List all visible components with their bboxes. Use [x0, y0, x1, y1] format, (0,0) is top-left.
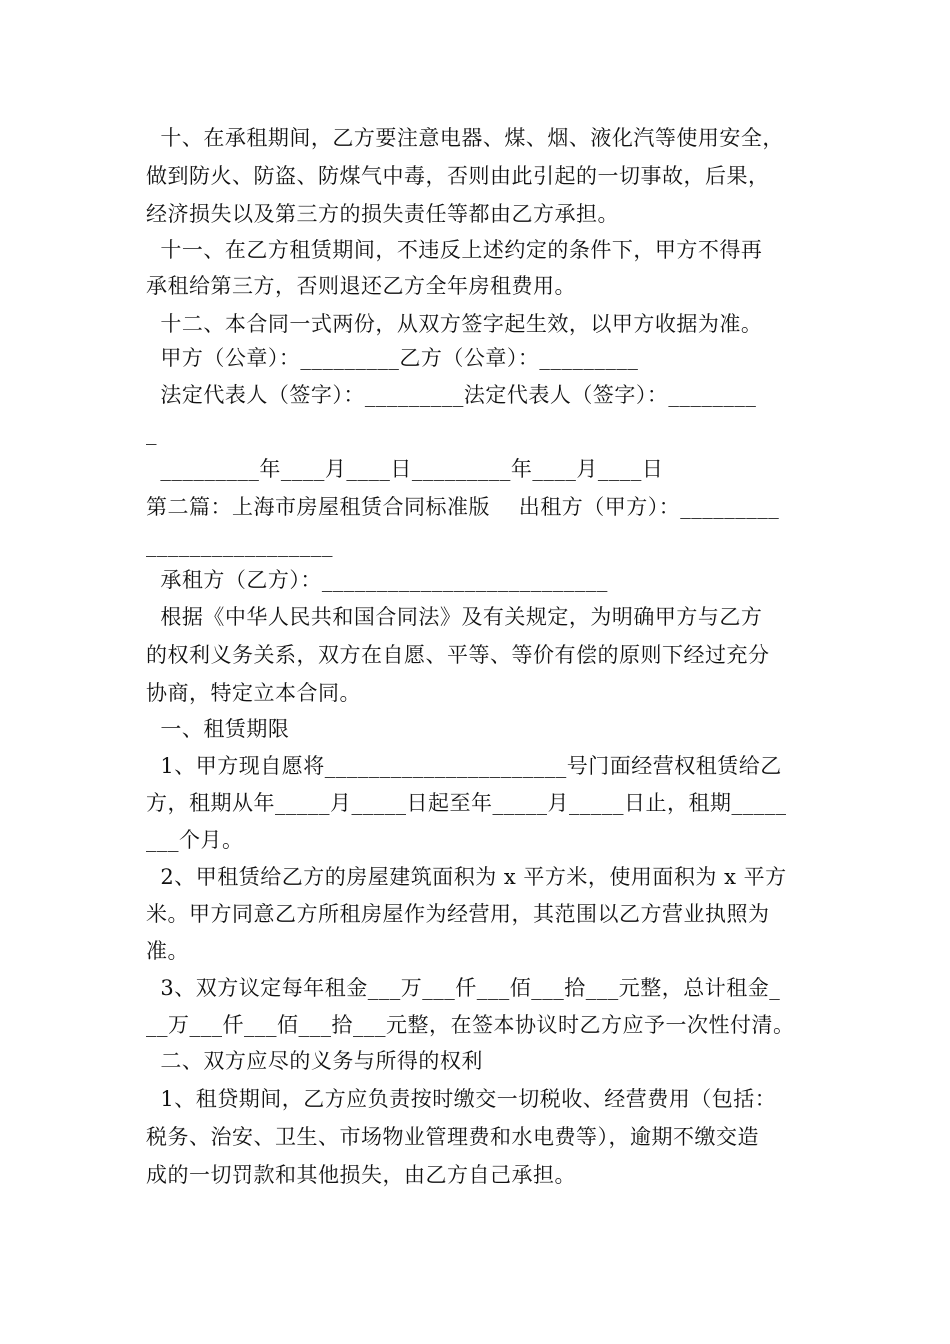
- section-1-item-2-line-1: 2、甲租赁给乙方的房屋建筑面积为 x 平方米，使用面积为 x 平方: [146, 865, 787, 889]
- lessor-underline-continuation: _________________: [146, 533, 333, 557]
- section-1-item-1-line-1: 1、甲方现自愿将______________________号门面经营权租赁给乙: [146, 754, 782, 778]
- signature-underline-continuation: _: [146, 421, 157, 445]
- preamble-line-1: 根据《中华人民共和国合同法》及有关规定，为明确甲方与乙方: [146, 605, 763, 629]
- section-1-item-1-line-2: 方，租期从年_____月_____日起至年_____月_____日止，租期_____: [146, 791, 787, 815]
- clause-11-line-2: 承租给第三方，否则退还乙方全年房租费用。: [146, 274, 576, 298]
- section-1-item-2-line-3: 准。: [146, 939, 189, 963]
- lessee-line: 承租方（乙方）：__________________________: [146, 568, 608, 592]
- section-1-item-2-line-2: 米。甲方同意乙方所租房屋作为经营用，其范围以乙方营业执照为: [146, 902, 770, 926]
- clause-12-line: 十二、本合同一式两份，从双方签字起生效，以甲方收据为准。: [146, 312, 763, 336]
- preamble-line-3: 协商，特定立本合同。: [146, 681, 361, 705]
- clause-10-line-1: 十、在承租期间，乙方要注意电器、煤、烟、液化汽等使用安全，: [146, 126, 784, 150]
- section-2-item-1-line-2: 税务、治安、卫生、市场物业管理费和水电费等），逾期不缴交造: [146, 1125, 759, 1149]
- section-1-item-1-line-3: ___个月。: [146, 828, 244, 852]
- signature-date-line: _________年____月____日_________年____月____日: [146, 457, 664, 481]
- section-1-item-3-line-2: __万___仟___佰___拾___元整，在签本协议时乙方应予一次性付清。: [146, 1013, 795, 1037]
- section-1-item-3-line-1: 3、双方议定每年租金___万___仟___佰___拾___元整，总计租金_: [146, 976, 781, 1000]
- clause-10-line-3: 经济损失以及第三方的损失责任等都由乙方承担。: [146, 202, 619, 226]
- section-2-item-1-line-3: 成的一切罚款和其他损失，由乙方自己承担。: [146, 1163, 576, 1187]
- second-contract-title-line: 第二篇：上海市房屋租赁合同标准版 出租方（甲方）：_________: [146, 495, 780, 519]
- signature-representative-line: 法定代表人（签字）：_________法定代表人（签字）：________: [146, 383, 757, 407]
- section-2-heading: 二、双方应尽的义务与所得的权利: [146, 1049, 483, 1073]
- clause-11-line-1: 十一、在乙方租赁期间，不违反上述约定的条件下，甲方不得再: [146, 238, 763, 262]
- signature-party-line: 甲方（公章）：_________乙方（公章）：_________: [146, 346, 639, 370]
- section-1-heading: 一、租赁期限: [146, 717, 290, 741]
- clause-10-line-2: 做到防火、防盗、防煤气中毒，否则由此引起的一切事故，后果，: [146, 164, 770, 188]
- preamble-line-2: 的权利义务关系，双方在自愿、平等、等价有偿的原则下经过充分: [146, 643, 770, 667]
- section-2-item-1-line-1: 1、租贷期间，乙方应负责按时缴交一切税收、经营费用（包括：: [146, 1087, 777, 1111]
